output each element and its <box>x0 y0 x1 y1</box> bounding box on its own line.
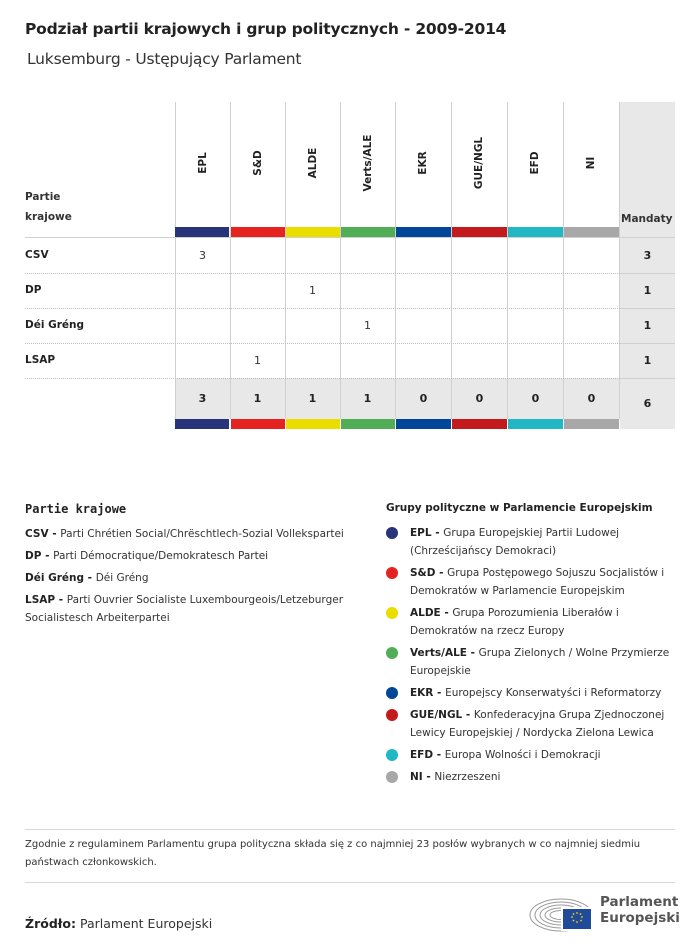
color-bar-ni <box>564 227 619 237</box>
table-row: CSV 3 3 <box>25 249 652 262</box>
color-bar-verts-ale <box>341 419 395 429</box>
source-line: Źródło: Parlament Europejski <box>25 916 213 931</box>
divider <box>25 882 675 883</box>
eu-flag-icon <box>563 909 591 929</box>
circle-icon <box>386 709 398 721</box>
legend-item: S&D - Grupa Postępowego Sojuszu Socjalistów i Demokratów w Parlamencie Europejskim <box>386 564 686 600</box>
logo-text: Parlament Europejski <box>600 894 680 926</box>
column-total-ni: 0 <box>587 392 596 405</box>
column-header-ni: NI <box>585 156 597 170</box>
column-header-efd: EFD <box>529 151 541 175</box>
hemicycle-icon <box>528 893 594 933</box>
column-header-sd: S&D <box>251 150 264 176</box>
legend-item: CSV - Parti Chrétien Social/Chrëschtlech-Sozial Vollekspartei <box>25 528 344 540</box>
color-bar-gue-ngl <box>452 227 507 237</box>
national-parties-legend <box>25 502 365 631</box>
column-header-epl: EPL <box>196 152 209 174</box>
column-header-alde: ALDE <box>306 147 319 179</box>
color-bar-efd <box>508 227 563 237</box>
column-total-gue-ngl: 0 <box>475 392 484 405</box>
color-bar-ni <box>564 419 619 429</box>
color-bar-alde <box>286 419 340 429</box>
color-bar-ekr <box>396 227 451 237</box>
circle-icon <box>386 567 398 579</box>
legend-item: Verts/ALE - Grupa Zielonych / Wolne Przymierze Europejskie <box>386 644 686 680</box>
column-total-ekr: 0 <box>419 392 428 405</box>
color-bar-epl <box>175 419 229 429</box>
column-total-efd: 0 <box>531 392 540 405</box>
column-total-sd: 1 <box>253 392 262 405</box>
legend-item: Déi Gréng - Déi Gréng <box>25 572 149 584</box>
seat-distribution-table <box>25 102 675 429</box>
color-bar-sd <box>231 419 285 429</box>
legend-item: GUE/NGL - Konfederacyjna Grupa Zjednoczonej Lewicy Europejskiej / Nordycka Zielona Lewica <box>386 706 686 742</box>
circle-icon <box>386 771 398 783</box>
color-bar-verts-ale <box>341 227 395 237</box>
political-groups-legend <box>386 502 686 790</box>
table-row: Déi Gréng 1 1 <box>25 319 652 332</box>
row-header: Partie krajowe <box>25 191 72 223</box>
legend-item: NI - Niezrzeszeni <box>386 768 686 786</box>
legend-item: EKR - Europejscy Konserwatyści i Reformatorzy <box>386 684 686 702</box>
mandaty-header: Mandaty <box>621 213 673 225</box>
circle-icon <box>386 687 398 699</box>
page-subtitle: Luksemburg - Ustępujący Parlament <box>27 50 302 68</box>
divider <box>25 829 675 830</box>
legend-item: EPL - Grupa Europejskiej Partii Ludowej (Chrześcijańscy Demokraci) <box>386 524 686 560</box>
color-bar-epl <box>175 227 229 237</box>
circle-icon <box>386 749 398 761</box>
legend-title: Grupy polityczne w Parlamencie Europejskim <box>386 502 653 514</box>
legend-title: Partie krajowe <box>25 502 127 516</box>
column-total-alde: 1 <box>308 392 317 405</box>
table-row: LSAP 1 1 <box>25 354 652 367</box>
legend-item: LSAP - Parti Ouvrier Socialiste Luxembourgeois/Letzeburger Socialistesch Arbeiterpartei <box>25 594 344 624</box>
color-bar-efd <box>508 419 563 429</box>
legend-item: EFD - Europa Wolności i Demokracji <box>386 746 686 764</box>
table-row: DP 1 1 <box>25 284 652 297</box>
color-bar-alde <box>286 227 340 237</box>
circle-icon <box>386 647 398 659</box>
column-total-verts-ale: 1 <box>363 392 372 405</box>
circle-icon <box>386 527 398 539</box>
column-header-ekr: EKR <box>417 151 429 175</box>
column-total-epl: 3 <box>198 392 207 405</box>
color-bar-ekr <box>396 419 451 429</box>
legend-item: ALDE - Grupa Porozumienia Liberałów i Demokratów na rzecz Europy <box>386 604 686 640</box>
page-title: Podział partii krajowych i grup politycznych - 2009-2014 <box>25 20 507 38</box>
legend-item: DP - Parti Démocratique/Demokratesch Partei <box>25 550 269 562</box>
color-bar-gue-ngl <box>452 419 507 429</box>
column-header-verts-ale: Verts/ALE <box>361 134 374 192</box>
circle-icon <box>386 607 398 619</box>
footnote: Zgodnie z regulaminem Parlamentu grupa polityczna składa się z co najmniej 23 posłów wybranych w co najmniej siedmiu państwach członkowskich. <box>25 839 641 868</box>
column-header-gue-ngl: GUE/NGL <box>473 136 485 190</box>
color-bar-sd <box>231 227 285 237</box>
grand-total: 6 <box>643 397 652 410</box>
european-parliament-logo <box>528 893 678 933</box>
